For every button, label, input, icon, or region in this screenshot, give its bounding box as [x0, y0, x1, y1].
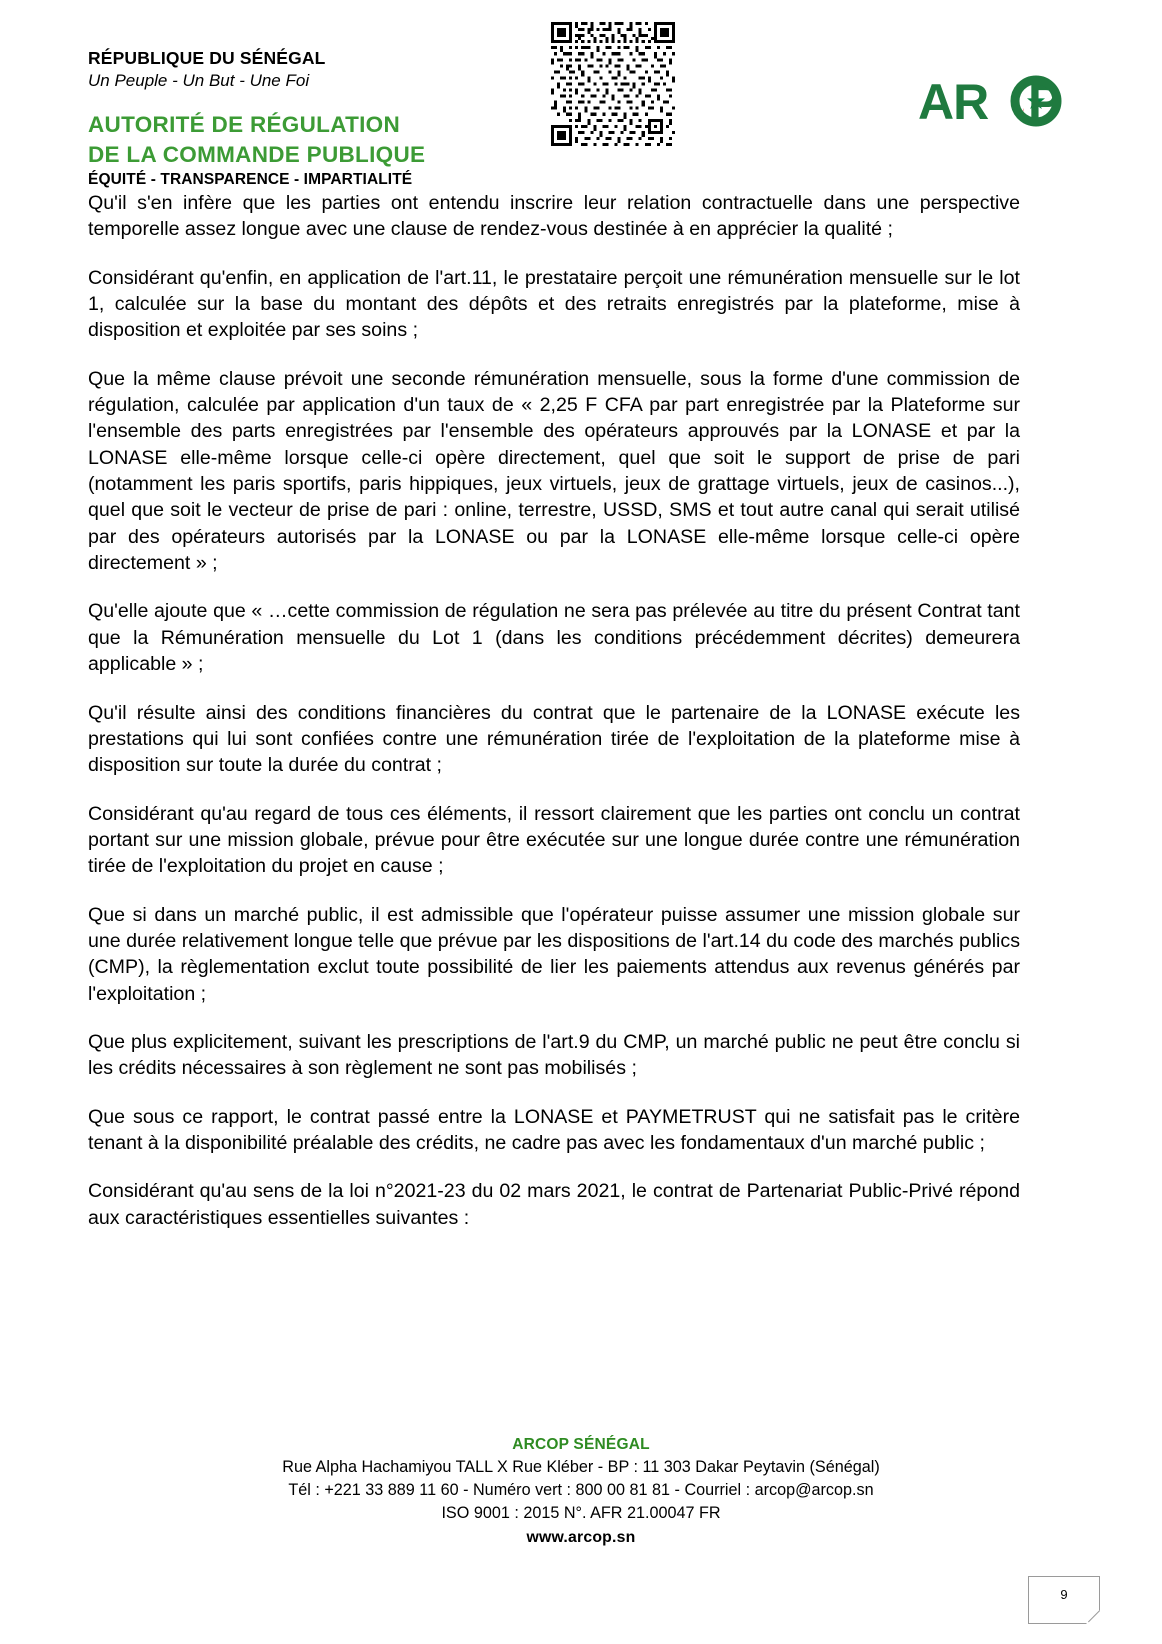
document-body: [88, 190, 1020, 1231]
svg-text:AR: AR: [918, 74, 989, 130]
document-header: [0, 0, 1162, 200]
body-paragraph: Que plus explicitement, suivant les prescriptions de l'art.9 du CMP, un marché public ne peut être conclu si les crédits nécessaires à son règlement ne sont pas mobilisés ;: [88, 1030, 1020, 1080]
body-paragraph: Considérant qu'enfin, en application de l'art.11, le prestataire perçoit une rémunération mensuelle sur le lot 1, calculée sur la base du montant des dépôts et des retraits enregistrés par la plateforme, mise à disposition et exploitée par ses soins ;: [88, 266, 1020, 342]
svg-text:P: P: [1028, 74, 1061, 130]
page-number: 9: [1060, 1587, 1068, 1602]
body-paragraph: Que sous ce rapport, le contrat passé entre la LONASE et PAYMETRUST qui ne satisfait pas le critère tenant à la disponibilité préalable des crédits, ne cadre pas avec les fondamentaux d'un marché public ;: [88, 1105, 1020, 1154]
body-paragraph: Que si dans un marché public, il est admissible que l'opérateur puisse assumer une mission globale sur une durée relativement longue telle que prévue par les dispositions de l'art.14 du code des marchés publics (CMP), la règlementation exclut toute possibilité de lier les paiements attendus aux revenus générés par l'exploitation ;: [88, 903, 1020, 1005]
qr-code-icon: [551, 22, 675, 146]
national-motto: Un Peuple - Un But - Une Foi: [88, 70, 310, 90]
footer-iso-certification: ISO 9001 : 2015 N°. AFR 21.00047 FR: [441, 1504, 721, 1523]
body-paragraph: Considérant qu'au sens de la loi n°2021-23 du 02 mars 2021, le contrat de Partenariat Public-Privé répond aux caractéristiques essentielles suivantes :: [88, 1180, 1020, 1229]
body-paragraph: Considérant qu'au regard de tous ces éléments, il ressort clairement que les parties ont conclu un contrat portant sur une mission globale, prévue pour être exécutée sur une longue durée contre une rémunération tirée de l'exploitation du projet en cause ;: [88, 802, 1020, 878]
republic-title: RÉPUBLIQUE DU SÉNÉGAL: [88, 48, 326, 68]
footer-address: Rue Alpha Hachamiyou TALL X Rue Kléber - BP : 11 303 Dakar Peytavin (Sénégal): [282, 1458, 880, 1477]
body-paragraph: Qu'il s'en infère que les parties ont entendu inscrire leur relation contractuelle dans une perspective temporelle assez longue avec une clause de rendez-vous destinée à en apprécier la qualité ;: [88, 192, 1020, 241]
arcop-logo: [900, 62, 1100, 138]
body-paragraph: Qu'elle ajoute que « …cette commission de régulation ne sera pas prélevée au titre du présent Contrat tant que la Rémunération mensuelle du Lot 1 (dans les conditions précédemment décrites) demeurera applicable » ;: [88, 600, 1020, 676]
page-number-box: [1028, 1576, 1100, 1624]
authority-values: ÉQUITÉ - TRANSPARENCE - IMPARTIALITÉ: [88, 171, 413, 189]
body-paragraph: Qu'il résulte ainsi des conditions financières du contrat que le partenaire de la LONASE exécute les prestations qui lui sont confiées contre une rémunération tirée de l'exploitation de la plateforme mise à disposition sur toute la durée du contrat ;: [88, 701, 1020, 777]
authority-name-block: [88, 110, 518, 191]
authority-title-line1: AUTORITÉ DE RÉGULATION: [88, 111, 401, 137]
footer-website: www.arcop.sn: [526, 1529, 636, 1547]
footer-organization: ARCOP SÉNÉGAL: [512, 1435, 650, 1453]
header-left-block: [88, 48, 518, 190]
footer-contact: Tél : +221 33 889 11 60 - Numéro vert : 800 00 81 81 - Courriel : arcop@arcop.sn: [288, 1481, 874, 1500]
document-footer: [0, 1433, 1162, 1552]
body-paragraph: Que la même clause prévoit une seconde rémunération mensuelle, sous la forme d'une commission de régulation, calculée par application d'un taux de « 2,25 F CFA par part enregistrée par la Plateforme sur l'ensemble des parts enregistrées par l'ensemble des opérateurs approuvés par la LONASE et par la LONASE elle-même lorsque celle-ci opère directement, quel que soit le support de prise de pari (notamment les paris sportifs, paris hippiques, jeux virtuels, jeux de grattage virtuels, jeux de casinos...), quel que soit le vecteur de prise de pari : online, terrestre, USSD, SMS et tout autre canal qui serait utilisé par des opérateurs autorisés par la LONASE ou par la LONASE elle-même lorsque celle-ci opère directement » ;: [88, 367, 1020, 575]
authority-title-line2: DE LA COMMANDE PUBLIQUE: [88, 141, 426, 167]
